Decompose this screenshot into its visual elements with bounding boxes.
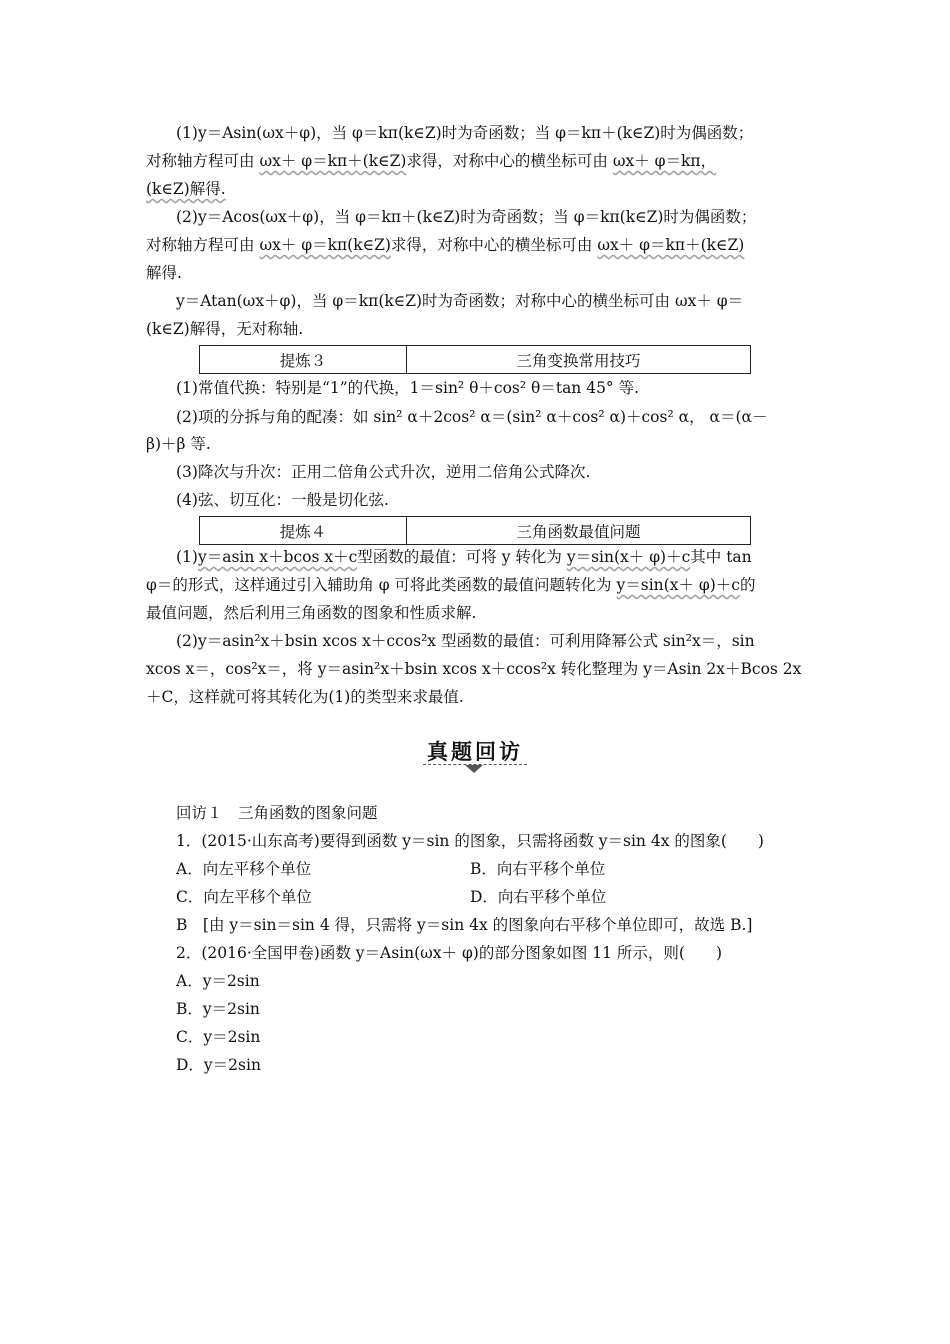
underlined-formula: ωx＋ φ＝kπ， [612,152,717,170]
paragraph-tan-center: (k∈Z)解得，无对称轴. [146,320,304,338]
question-2-option-d: D．y＝2sin [176,1056,261,1074]
table-cell-title: 三角变换常用技巧 [516,351,641,370]
paragraph-extremum-1: (1)y＝asin x＋bcos x＋c型函数的最值：可将 y 转化为 y＝sin(x＋ φ)＋c其中 tan [176,548,752,566]
paragraph-extremum-2-end: ＋C，这样就可将其转化为(1)的类型来求最值. [146,688,464,706]
underlined-formula: ωx＋ φ＝kπ(k∈Z) [259,236,391,254]
question-1-option-d: D．向右平移个单位 [470,888,607,906]
table-cell-label: 提炼４ [200,517,407,544]
paragraph-sin-parity: (1)y＝Asin(ωx＋φ)，当 φ＝kπ(k∈Z)时为奇函数；当 φ＝kπ＋(k∈Z)时为偶函数； [176,124,754,142]
paragraph-angle-split-cont: β)＋β 等. [146,435,211,453]
table-cell-title: 三角函数最值问题 [516,522,641,541]
question-1: 1．(2015·山东高考)要得到函数 y＝sin 的图象，只需将函数 y＝sin 4x 的图象( ) [176,832,764,850]
paragraph-extremum-1-cont: φ＝的形式，这样通过引入辅助角 φ 可将此类函数的最值问题转化为 y＝sin(x＋ φ)＋c的 [146,576,756,594]
paragraph-extremum-2-cont: xcos x＝，cos²x＝，将 y＝asin²x＋bsin xcos x＋ccos²x 转化整理为 y＝Asin 2x＋Bcos 2x [146,660,802,678]
question-1-option-c: C．向左平移个单位 [176,888,312,906]
answer-1: B [由 y＝sin＝sin 4 得，只需将 y＝sin 4x 的图象向右平移个单位即可，故选 B.] [176,916,753,934]
paragraph-sin-axis: 对称轴方程可由 ωx＋ φ＝kπ＋(k∈Z)求得，对称中心的横坐标可由 ωx＋ φ＝kπ， [146,152,717,170]
summary-table-4 [199,516,751,545]
underlined-formula: ωx＋ φ＝kπ＋(k∈Z) [597,236,745,254]
review-topic: 回访１ 三角函数的图象问题 [176,804,378,822]
paragraph-degree: (3)降次与升次：正用二倍角公式升次，逆用二倍角公式降次. [176,463,591,481]
question-2-option-c: C．y＝2sin [176,1028,261,1046]
question-1-option-a: A．向左平移个单位 [176,860,312,878]
underlined-formula: ωx＋ φ＝kπ＋(k∈Z) [259,152,407,170]
question-2-option-a: A．y＝2sin [176,972,260,990]
paragraph-angle-split: (2)项的分拆与角的配凑：如 sin² α＋2cos² α＝(sin² α＋cos² α)＋cos² α， α＝(α－ [176,408,768,426]
paragraph-extremum-1-end: 最值问题，然后利用三角函数的图象和性质求解. [146,604,477,622]
paragraph-sin-tan: (4)弦、切互化：一般是切化弦. [176,491,389,509]
table-cell-label: 提炼３ [200,346,407,373]
paragraph-extremum-2: (2)y＝asin²x＋bsin xcos x＋ccos²x 型函数的最值：可利用降幂公式 sin²x＝，sin [176,632,755,650]
triangle-down-icon [465,765,483,773]
question-2: 2．(2016·全国甲卷)函数 y＝Asin(ωx＋ φ)的部分图象如图 11 所示，则( ) [176,944,723,962]
paragraph-sin-center: (k∈Z)解得. [146,180,226,198]
paragraph-cos-parity: (2)y＝Acos(ωx＋φ)，当 φ＝kπ＋(k∈Z)时为奇函数；当 φ＝kπ(k∈Z)时为偶函数； [176,208,757,226]
paragraph-cos-center: 解得. [146,264,182,282]
summary-table-3 [199,345,751,374]
question-1-option-b: B．向右平移个单位 [470,860,606,878]
question-2-option-b: B．y＝2sin [176,1000,260,1018]
paragraph-cos-axis: 对称轴方程可由 ωx＋ φ＝kπ(k∈Z)求得，对称中心的横坐标可由 ωx＋ φ＝kπ＋(k∈Z) [146,236,745,254]
paragraph-constant-substitution: (1)常值代换：特别是“1”的代换，1＝sin² θ＋cos² θ＝tan 45° 等. [176,379,640,397]
paragraph-tan: y＝Atan(ωx＋φ)，当 φ＝kπ(k∈Z)时为奇函数；对称中心的横坐标可由 ωx＋ φ＝ [176,292,744,310]
section-heading: 真题回访 [427,740,523,764]
